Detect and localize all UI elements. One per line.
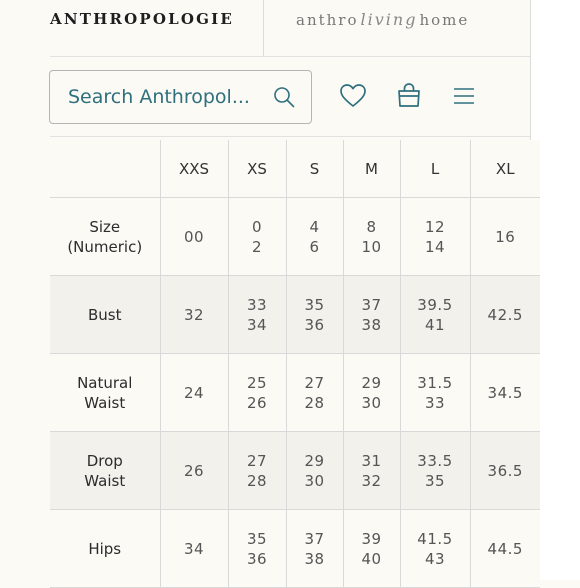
size-cell (160, 198, 228, 276)
size-value: 33 (424, 393, 446, 412)
size-value: 27 (246, 451, 268, 470)
size-value: 40 (361, 549, 382, 568)
size-value: 32 (361, 471, 382, 490)
row-label-line: Hips (88, 539, 122, 558)
size-cell (400, 198, 470, 276)
living-logo-script: living (360, 10, 418, 29)
size-value: 31 (361, 451, 382, 470)
size-cell (343, 510, 400, 588)
size-value: 12 (424, 217, 446, 236)
size-value: 38 (361, 315, 382, 334)
search-icon[interactable] (273, 86, 295, 108)
size-chart-header-row (50, 140, 540, 198)
size-cell (228, 276, 286, 354)
size-cell (400, 510, 470, 588)
size-value: 30 (361, 393, 382, 412)
size-value: 31.5 (417, 373, 453, 392)
row-label-line: Size (89, 217, 121, 236)
size-cell (400, 354, 470, 432)
column-header: XL (470, 140, 540, 198)
table-row (50, 432, 540, 510)
size-chart-table (50, 140, 540, 588)
anthro-living-logo[interactable] (296, 10, 469, 29)
size-cell (160, 276, 228, 354)
size-cell (400, 432, 470, 510)
header-divider-line (50, 56, 530, 57)
size-value: 37 (361, 295, 382, 314)
column-header: L (400, 140, 470, 198)
size-value: 39.5 (417, 295, 453, 314)
size-cell (400, 276, 470, 354)
row-label-line: Waist (84, 393, 126, 412)
size-value: 26 (246, 393, 268, 412)
size-cell (228, 198, 286, 276)
size-cell (160, 354, 228, 432)
size-cell (286, 276, 343, 354)
size-value: 34.5 (487, 383, 523, 402)
size-value: 16 (495, 227, 516, 246)
size-value: 44.5 (487, 539, 523, 558)
size-value: 0 (251, 217, 263, 236)
size-value: 42.5 (487, 305, 523, 324)
size-cell (286, 198, 343, 276)
row-label-line: Drop (86, 451, 123, 470)
row-label (50, 432, 160, 510)
size-cell (228, 354, 286, 432)
size-value: 35 (424, 471, 446, 490)
table-row (50, 354, 540, 432)
size-value: 2 (251, 237, 263, 256)
row-label-line: (Numeric) (67, 237, 143, 256)
size-value: 39 (361, 529, 382, 548)
table-row (50, 276, 540, 354)
size-value: 26 (183, 461, 205, 480)
size-value: 14 (424, 237, 446, 256)
size-cell (286, 432, 343, 510)
size-value: 24 (183, 383, 205, 402)
size-value: 28 (304, 393, 325, 412)
living-logo-suffix: home (419, 11, 470, 29)
size-value: 29 (361, 373, 382, 392)
size-cell (228, 432, 286, 510)
size-cell (470, 354, 540, 432)
size-value: 35 (304, 295, 325, 314)
row-label-line: Bust (88, 305, 122, 324)
size-value: 34 (246, 315, 268, 334)
size-value: 29 (304, 451, 325, 470)
row-label (50, 510, 160, 588)
size-value: 36.5 (487, 461, 523, 480)
size-value: 33.5 (417, 451, 453, 470)
size-value: 38 (304, 549, 325, 568)
size-value: 43 (424, 549, 446, 568)
search-input[interactable]: Search Anthropol... (68, 86, 250, 108)
size-value: 33 (246, 295, 268, 314)
size-value: 36 (246, 549, 268, 568)
size-value: 00 (183, 227, 205, 246)
brand-logo[interactable]: ANTHROPOLOGIE (50, 10, 235, 28)
size-value: 4 (309, 217, 320, 236)
size-value: 36 (304, 315, 325, 334)
size-cell (470, 198, 540, 276)
table-row (50, 510, 540, 588)
size-value: 35 (246, 529, 268, 548)
size-cell (470, 276, 540, 354)
size-value: 27 (304, 373, 325, 392)
size-value: 32 (183, 305, 205, 324)
column-header: XXS (160, 140, 228, 198)
row-label (50, 354, 160, 432)
size-cell (343, 354, 400, 432)
size-value: 6 (309, 237, 320, 256)
size-cell (286, 354, 343, 432)
size-cell (160, 510, 228, 588)
living-logo-prefix: anthro (296, 11, 359, 29)
heart-icon[interactable] (339, 83, 367, 109)
size-cell (470, 510, 540, 588)
column-header: XS (228, 140, 286, 198)
search-divider-line (50, 136, 530, 137)
size-value: 41.5 (417, 529, 453, 548)
row-label-line: Waist (84, 471, 126, 490)
column-header: S (286, 140, 343, 198)
size-value: 25 (246, 373, 268, 392)
size-value: 10 (361, 237, 382, 256)
column-header: M (343, 140, 400, 198)
header-divider (263, 0, 264, 56)
size-cell (343, 432, 400, 510)
size-cell (228, 510, 286, 588)
size-cell (343, 276, 400, 354)
size-cell (343, 198, 400, 276)
size-cell (160, 432, 228, 510)
size-value: 28 (246, 471, 268, 490)
row-label-line: Natural (77, 373, 133, 392)
shopping-bag-icon[interactable] (395, 82, 423, 108)
column-header (50, 140, 160, 198)
size-value: 41 (424, 315, 446, 334)
size-value: 8 (366, 217, 377, 236)
hamburger-menu-icon[interactable] (452, 86, 476, 106)
size-value: 30 (304, 471, 325, 490)
search-box[interactable] (49, 70, 312, 124)
size-value: 34 (183, 539, 205, 558)
row-label (50, 276, 160, 354)
size-cell (286, 510, 343, 588)
size-value: 37 (304, 529, 325, 548)
size-cell (470, 432, 540, 510)
table-row (50, 198, 540, 276)
row-label (50, 198, 160, 276)
